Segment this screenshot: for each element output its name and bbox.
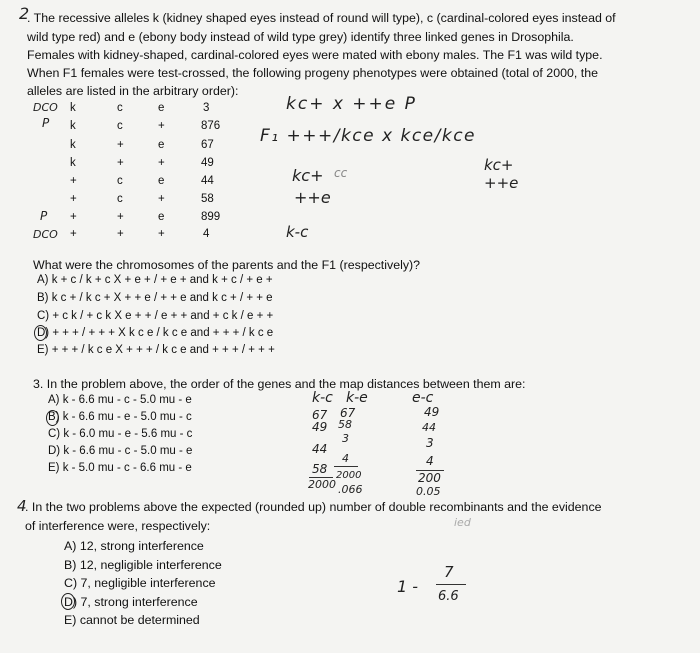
q4-option-d[interactable]: D) 7, strong interference — [64, 595, 198, 609]
q4-option-e[interactable]: E) cannot be determined — [64, 613, 200, 627]
q2-intro-line-5: alleles are listed in the arbitrary order): — [27, 84, 239, 98]
handwritten-faint-note: ied — [454, 516, 471, 529]
handwritten-tte-right: ++e — [484, 174, 519, 192]
hand-ratio-denominator: 6.6 — [438, 589, 459, 604]
q4-option-c[interactable]: C) 7, negligible interference — [64, 576, 216, 590]
q4-option-a[interactable]: A) 12, strong interference — [64, 539, 204, 553]
q2-intro-line-1: . The recessive alleles k (kidney shaped eyes instead of round will type), c (cardinal-colored eyes instead of — [27, 11, 616, 25]
hand-c1-value: 58 — [312, 462, 328, 476]
hand-c2-value: 58 — [338, 418, 352, 431]
handwritten-cc: cc — [334, 166, 348, 180]
q2-option-e[interactable]: E) + + + / k c e X + + + / k c e and + + + / + + + — [37, 344, 275, 356]
table-cell: e — [158, 139, 165, 151]
handwritten-kc-mid: k-c — [286, 223, 309, 241]
q2-option-b[interactable]: B) k c + / k c + X + + e / + + e and k c + / + + e — [37, 292, 273, 304]
table-cell: + — [158, 157, 165, 169]
handwritten-pte-left: ++e — [294, 188, 331, 207]
table-cell: c — [117, 175, 123, 187]
table-cell: c — [117, 193, 123, 205]
table-cell: + — [117, 211, 124, 223]
hand-c2-value: 3 — [342, 432, 349, 445]
table-cell: k — [70, 157, 76, 169]
q4-question-line-1: . In the two problems above the expected (rounded up) number of double recombinants and the evidence — [25, 500, 602, 514]
hand-c1-value: 49 — [312, 420, 328, 434]
q3-option-d[interactable]: D) k - 6.6 mu - c - 5.0 mu - e — [48, 445, 193, 457]
handwritten-dco-top: DCO — [33, 101, 58, 114]
q4-question-line-2: of interference were, respectively: — [25, 519, 211, 533]
q2-option-c[interactable]: C) + c k / + c k X e + + / e + + and + c k / e + + — [37, 310, 274, 322]
hand-col-kc-header: k-c — [312, 390, 333, 406]
table-cell: + — [158, 193, 165, 205]
hand-one-minus: 1 - — [397, 577, 419, 596]
table-cell: 4 — [203, 228, 210, 240]
table-cell: + — [70, 175, 77, 187]
table-cell: e — [158, 175, 165, 187]
table-cell: + — [158, 120, 165, 132]
q2-number-mark: 2 — [19, 4, 30, 23]
q3-option-e[interactable]: E) k - 5.0 mu - c - 6.6 mu - e — [48, 462, 192, 474]
q3-option-b-circle-mark — [46, 410, 59, 426]
hand-col-ec-header: e-c — [412, 390, 434, 406]
q3-option-a[interactable]: A) k - 6.6 mu - c - 5.0 mu - e — [48, 394, 192, 406]
handwritten-cross-parents: kc+ x ++e P — [286, 94, 417, 114]
table-cell: k — [70, 102, 76, 114]
hand-ratio-bar — [436, 584, 466, 585]
q2-option-d[interactable]: D) + + + / + + + X k c e / k c e and + + + / k c e — [37, 327, 274, 339]
q4-number-mark: 4 — [17, 497, 27, 515]
table-cell: c — [117, 120, 123, 132]
table-cell: + — [70, 211, 77, 223]
table-cell: 3 — [203, 102, 210, 114]
table-cell: + — [117, 139, 124, 151]
table-cell: e — [158, 211, 165, 223]
q2-question: What were the chromosomes of the parents and the F1 (respectively)? — [33, 258, 421, 272]
hand-c2-total: 2000 — [336, 470, 362, 481]
hand-c3-total: 200 — [418, 471, 441, 485]
table-cell: 67 — [201, 139, 214, 151]
handwritten-kct-right: kc+ — [484, 156, 514, 174]
table-cell: 49 — [201, 157, 214, 169]
hand-c2-value: 4 — [342, 452, 349, 465]
q3-option-c[interactable]: C) k - 6.0 mu - e - 5.6 mu - c — [48, 428, 193, 440]
table-cell: + — [158, 228, 165, 240]
q4-option-b[interactable]: B) 12, negligible interference — [64, 558, 222, 572]
table-cell: c — [117, 102, 123, 114]
handwritten-p-mark: P — [42, 116, 50, 130]
table-cell: + — [117, 157, 124, 169]
q2-intro-line-4: When F1 females were test-crossed, the following progeny phenotypes were obtained (total of 2000, the — [27, 66, 598, 80]
handwritten-dco-bottom: DCO — [33, 228, 58, 241]
hand-c2-rule — [334, 466, 358, 467]
handwritten-kct-left: kc+ — [292, 166, 324, 185]
hand-c3-value: 3 — [426, 436, 434, 450]
table-cell: e — [158, 102, 165, 114]
hand-c3-value: 44 — [422, 421, 436, 434]
hand-c3-value: 49 — [424, 405, 440, 419]
table-cell: k — [70, 120, 76, 132]
hand-c1-value: 67 — [312, 408, 328, 422]
table-cell: + — [70, 193, 77, 205]
hand-c1-value: 44 — [312, 442, 328, 456]
hand-c2-result: .066 — [338, 483, 363, 496]
hand-c3-value: 4 — [426, 454, 434, 468]
table-cell: k — [70, 139, 76, 151]
q2-option-a[interactable]: A) k + c / k + c X + e + / + e + and k + c / + e + — [37, 274, 273, 286]
q2-intro-line-2: wild type red) and e (ebony body instead of wild type grey) identify three linked genes in Drosophila. — [27, 30, 574, 44]
q2-option-d-circle-mark — [34, 325, 47, 341]
handwritten-p-mark-2: P — [40, 209, 48, 223]
q3-question: 3. In the problem above, the order of the genes and the map distances between them are: — [33, 377, 526, 391]
q3-option-b[interactable]: B) k - 6.6 mu - e - 5.0 mu - c — [48, 411, 192, 423]
table-cell: 899 — [201, 211, 221, 223]
table-cell: 876 — [201, 120, 221, 132]
hand-ratio-numerator: 7 — [444, 563, 454, 581]
handwritten-cross-f1: F₁ +++/kce x kce/kce — [260, 126, 477, 146]
table-cell: 58 — [201, 193, 214, 205]
q4-option-d-circle-mark — [61, 593, 75, 610]
hand-c1-total: 2000 — [308, 478, 336, 491]
hand-col-ke-header: k-e — [346, 390, 368, 406]
table-cell: 44 — [201, 175, 214, 187]
table-cell: + — [70, 228, 77, 240]
table-cell: + — [117, 228, 124, 240]
hand-c2-value: 67 — [340, 406, 356, 420]
q2-intro-line-3: Females with kidney-shaped, cardinal-colored eyes were mated with ebony males. The F1 was wild type. — [27, 48, 603, 62]
hand-c3-result: 0.05 — [416, 485, 441, 498]
